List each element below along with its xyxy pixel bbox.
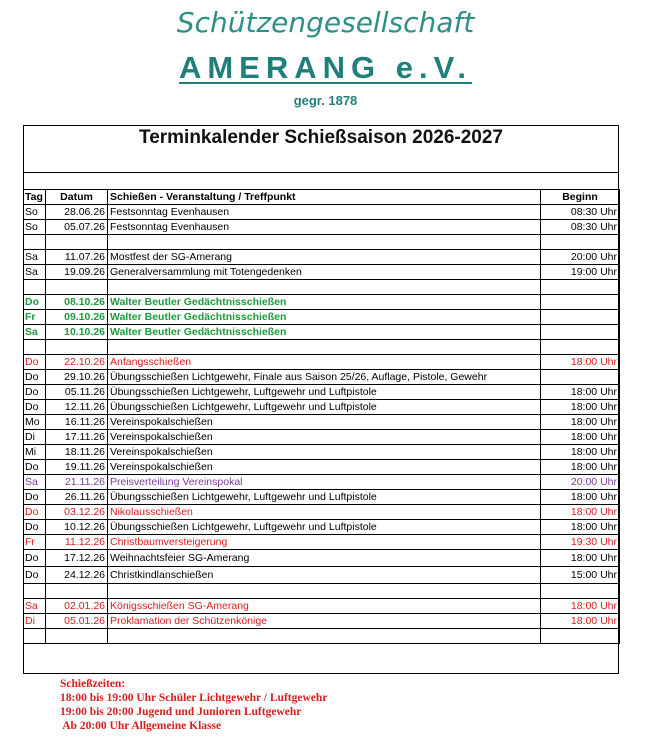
day-cell bbox=[24, 280, 46, 295]
table-row bbox=[24, 280, 620, 295]
time-cell bbox=[541, 310, 620, 325]
time-cell: 19:00 Uhr bbox=[541, 265, 620, 280]
time-cell bbox=[541, 340, 620, 355]
table-row bbox=[24, 355, 620, 370]
time-cell bbox=[541, 629, 620, 644]
table-row bbox=[24, 400, 620, 415]
date-cell bbox=[46, 340, 108, 355]
time-cell: 19:30 Uhr bbox=[541, 535, 620, 550]
table-row bbox=[24, 235, 620, 250]
event-cell bbox=[108, 340, 541, 355]
date-cell: 11.12.26 bbox=[46, 535, 108, 550]
time-cell: 18:00 Uhr bbox=[541, 490, 620, 505]
day-cell bbox=[24, 629, 46, 644]
event-cell bbox=[108, 584, 541, 599]
event-cell: Vereinspokalschießen bbox=[108, 430, 541, 445]
time-cell: 20:00 Uhr bbox=[541, 475, 620, 490]
table-row bbox=[24, 629, 620, 644]
time-cell: 18:00 Uhr bbox=[541, 355, 620, 370]
day-cell: Do bbox=[24, 400, 46, 415]
date-cell: 08.10.26 bbox=[46, 295, 108, 310]
table-row bbox=[24, 310, 620, 325]
time-cell bbox=[541, 370, 620, 385]
event-cell: Übungsschießen Lichtgewehr, Luftgewehr und Luftpistole bbox=[108, 490, 541, 505]
event-cell: Festsonntag Evenhausen bbox=[108, 220, 541, 235]
day-cell: Do bbox=[24, 355, 46, 370]
date-cell: 29.10.26 bbox=[46, 370, 108, 385]
date-cell: 28.06.26 bbox=[46, 205, 108, 220]
club-founded: gegr. 1878 bbox=[293, 93, 358, 108]
day-cell: Do bbox=[24, 370, 46, 385]
schedule-table bbox=[23, 189, 620, 644]
time-cell: 18:00 Uhr bbox=[541, 550, 620, 567]
time-cell bbox=[541, 325, 620, 340]
date-cell: 09.10.26 bbox=[46, 310, 108, 325]
shooting-times-note bbox=[60, 677, 327, 733]
event-cell: Walter Beutler Gedächtnisschießen bbox=[108, 295, 541, 310]
event-cell bbox=[108, 235, 541, 250]
time-cell: 15:00 Uhr bbox=[541, 567, 620, 584]
time-cell bbox=[541, 235, 620, 250]
event-cell: Festsonntag Evenhausen bbox=[108, 205, 541, 220]
time-cell: 18:00 Uhr bbox=[541, 599, 620, 614]
date-cell: 16.11.26 bbox=[46, 415, 108, 430]
table-row bbox=[24, 370, 620, 385]
time-cell: 18:00 Uhr bbox=[541, 415, 620, 430]
date-cell bbox=[46, 629, 108, 644]
date-cell: 05.07.26 bbox=[46, 220, 108, 235]
day-cell: Do bbox=[24, 550, 46, 567]
time-cell: 08:30 Uhr bbox=[541, 220, 620, 235]
date-cell: 11.07.26 bbox=[46, 250, 108, 265]
table-row bbox=[24, 567, 620, 584]
table-row bbox=[24, 550, 620, 567]
date-cell: 22.10.26 bbox=[46, 355, 108, 370]
date-cell: 10.10.26 bbox=[46, 325, 108, 340]
event-cell: Walter Beutler Gedächtnisschießen bbox=[108, 325, 541, 340]
date-cell: 02.01.26 bbox=[46, 599, 108, 614]
day-cell bbox=[24, 340, 46, 355]
shooting-times-line: Ab 20:00 Uhr Allgemeine Klasse bbox=[60, 720, 222, 732]
table-row bbox=[24, 430, 620, 445]
date-cell: 26.11.26 bbox=[46, 490, 108, 505]
calendar-title: Terminkalender Schießsaison 2026-2027 bbox=[139, 127, 503, 148]
day-cell: Sa bbox=[24, 475, 46, 490]
event-cell: Königsschießen SG-Amerang bbox=[108, 599, 541, 614]
event-cell: Vereinspokalschießen bbox=[108, 445, 541, 460]
event-cell: Übungsschießen Lichtgewehr, Luftgewehr und Luftpistole bbox=[108, 520, 541, 535]
date-cell: 10.12.26 bbox=[46, 520, 108, 535]
time-cell: 18:00 Uhr bbox=[541, 445, 620, 460]
event-cell: Vereinspokalschießen bbox=[108, 415, 541, 430]
event-cell: Walter Beutler Gedächtnisschießen bbox=[108, 310, 541, 325]
date-cell: 17.11.26 bbox=[46, 430, 108, 445]
column-header-event: Schießen - Veranstaltung / Treffpunkt bbox=[108, 190, 541, 205]
day-cell: Sa bbox=[24, 325, 46, 340]
event-cell: Proklamation der Schützenkönige bbox=[108, 614, 541, 629]
shooting-times-line: 18:00 bis 19:00 Uhr Schüler Lichtgewehr / Luftgewehr bbox=[60, 692, 328, 704]
table-row bbox=[24, 584, 620, 599]
shooting-times-line: 19:00 bis 20:00 Jugend und Junioren Luftgewehr bbox=[60, 706, 302, 718]
column-header-date: Datum bbox=[46, 190, 108, 205]
table-row bbox=[24, 265, 620, 280]
table-row bbox=[24, 340, 620, 355]
day-cell: Do bbox=[24, 567, 46, 584]
date-cell bbox=[46, 235, 108, 250]
table-row bbox=[24, 520, 620, 535]
title-divider bbox=[23, 172, 619, 173]
event-cell: Nikolausschießen bbox=[108, 505, 541, 520]
time-cell bbox=[541, 584, 620, 599]
time-cell bbox=[541, 280, 620, 295]
day-cell: Do bbox=[24, 385, 46, 400]
table-row bbox=[24, 445, 620, 460]
day-cell: Do bbox=[24, 520, 46, 535]
day-cell bbox=[24, 235, 46, 250]
day-cell: Di bbox=[24, 614, 46, 629]
time-cell: 18:00 Uhr bbox=[541, 430, 620, 445]
column-header-time: Beginn bbox=[541, 190, 620, 205]
club-name: Schützengesellschaft bbox=[176, 6, 475, 39]
time-cell bbox=[541, 295, 620, 310]
table-row bbox=[24, 535, 620, 550]
date-cell: 18.11.26 bbox=[46, 445, 108, 460]
day-cell: Sa bbox=[24, 265, 46, 280]
date-cell: 19.09.26 bbox=[46, 265, 108, 280]
day-cell: Sa bbox=[24, 599, 46, 614]
date-cell: 03.12.26 bbox=[46, 505, 108, 520]
day-cell bbox=[24, 584, 46, 599]
event-cell: Christbaumversteigerung bbox=[108, 535, 541, 550]
event-cell: Vereinspokalschießen bbox=[108, 460, 541, 475]
day-cell: Mo bbox=[24, 415, 46, 430]
day-cell: Do bbox=[24, 490, 46, 505]
table-row bbox=[24, 220, 620, 235]
table-row bbox=[24, 460, 620, 475]
table-header-row bbox=[24, 190, 620, 205]
time-cell: 18:00 Uhr bbox=[541, 460, 620, 475]
date-cell: 12.11.26 bbox=[46, 400, 108, 415]
day-cell: So bbox=[24, 205, 46, 220]
time-cell: 18:00 Uhr bbox=[541, 400, 620, 415]
day-cell: Do bbox=[24, 505, 46, 520]
day-cell: Di bbox=[24, 430, 46, 445]
event-cell: Übungsschießen Lichtgewehr, Luftgewehr und Luftpistole bbox=[108, 400, 541, 415]
time-cell: 18:00 Uhr bbox=[541, 614, 620, 629]
shooting-times-heading: Schießzeiten: bbox=[60, 678, 126, 690]
date-cell: 05.01.26 bbox=[46, 614, 108, 629]
event-cell bbox=[108, 280, 541, 295]
event-cell: Christkindlanschießen bbox=[108, 567, 541, 584]
date-cell: 19.11.26 bbox=[46, 460, 108, 475]
table-row bbox=[24, 490, 620, 505]
date-cell: 21.11.26 bbox=[46, 475, 108, 490]
date-cell: 24.12.26 bbox=[46, 567, 108, 584]
table-row bbox=[24, 295, 620, 310]
day-cell: Sa bbox=[24, 250, 46, 265]
time-cell: 18:00 Uhr bbox=[541, 385, 620, 400]
day-cell: Mi bbox=[24, 445, 46, 460]
time-cell: 20:00 Uhr bbox=[541, 250, 620, 265]
table-row bbox=[24, 385, 620, 400]
table-row bbox=[24, 415, 620, 430]
day-cell: Fr bbox=[24, 310, 46, 325]
time-cell: 08:30 Uhr bbox=[541, 205, 620, 220]
club-place bbox=[0, 50, 651, 86]
day-cell: So bbox=[24, 220, 46, 235]
table-row bbox=[24, 599, 620, 614]
date-cell bbox=[46, 280, 108, 295]
event-cell: Generalversammlung mit Totengedenken bbox=[108, 265, 541, 280]
table-row bbox=[24, 205, 620, 220]
event-cell bbox=[108, 629, 541, 644]
date-cell bbox=[46, 584, 108, 599]
event-cell: Weihnachtsfeier SG-Amerang bbox=[108, 550, 541, 567]
date-cell: 05.11.26 bbox=[46, 385, 108, 400]
table-row bbox=[24, 250, 620, 265]
table-row bbox=[24, 505, 620, 520]
table-row bbox=[24, 325, 620, 340]
event-cell: Preisverteilung Vereinspokal bbox=[108, 475, 541, 490]
schedule-body bbox=[24, 205, 620, 644]
column-header-day: Tag bbox=[24, 190, 46, 205]
time-cell: 18:00 Uhr bbox=[541, 520, 620, 535]
event-cell: Übungsschießen Lichtgewehr, Finale aus Saison 25/26, Auflage, Pistole, Gewehr bbox=[108, 370, 541, 385]
table-row bbox=[24, 614, 620, 629]
time-cell: 18:00 Uhr bbox=[541, 505, 620, 520]
day-cell: Do bbox=[24, 295, 46, 310]
day-cell: Do bbox=[24, 460, 46, 475]
event-cell: Mostfest der SG-Amerang bbox=[108, 250, 541, 265]
day-cell: Fr bbox=[24, 535, 46, 550]
club-place-text: AMERANG e.V. bbox=[178, 50, 473, 85]
date-cell: 17.12.26 bbox=[46, 550, 108, 567]
table-row bbox=[24, 475, 620, 490]
event-cell: Übungsschießen Lichtgewehr, Luftgewehr und Luftpistole bbox=[108, 385, 541, 400]
event-cell: Anfangsschießen bbox=[108, 355, 541, 370]
